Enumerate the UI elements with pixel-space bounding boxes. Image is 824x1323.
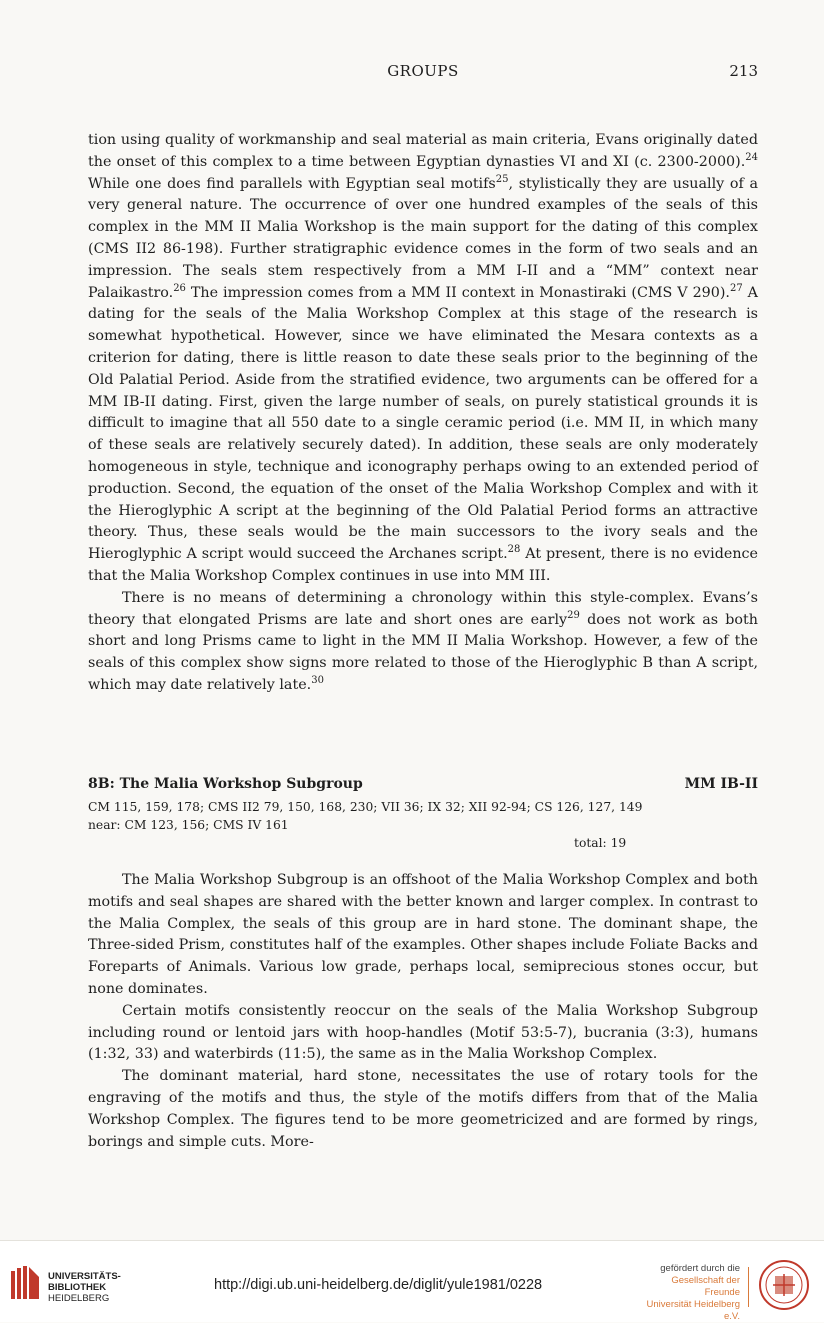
paragraph: There is no means of determining a chronology within this style-complex. Evans’s theory that elongated Prisms are late and short ones are early$^{29}$ does not work as both short and long Prisms came to light in the MM II Malia Workshop. However, a few of the seals of this complex show signs more related to those of the Hieroglyphic B than A script, which may date relatively late.$^{30}$ <box>88 589 758 693</box>
running-head <box>88 62 758 84</box>
library-logo-icon[interactable] <box>10 1265 40 1301</box>
footnote-ref[interactable]: 29 <box>567 609 580 621</box>
total-count: total: 19 <box>574 836 627 850</box>
section-text <box>88 870 758 1153</box>
library-name: UNIVERSITÄTS- BIBLIOTHEK HEIDELBERG <box>48 1271 121 1304</box>
footnote-ref[interactable]: 26 <box>173 282 186 294</box>
permalink[interactable]: http://digi.ub.uni-heidelberg.de/diglit/yule1981/0228 <box>214 1277 543 1293</box>
paragraph: The Malia Workshop Subgroup is an offshoot of the Malia Workshop Complex and both motifs and seal shapes are shared with the better known and larger complex. In contrast to the Malia Complex, the seals of this group are in hard stone. The dominant shape, the Three-sided Prism, constitutes half of the examples. Other shapes include Foliate Backs and Foreparts of Animals. Various low grade, perhaps local, semiprecious stones occur, but none dominates. <box>88 872 758 997</box>
footnote-ref[interactable]: 28 <box>507 544 521 556</box>
divider <box>748 1267 749 1307</box>
reference-list: CM 115, 159, 178; CMS II2 79, 150, 168, 230; VII 36; IX 32; XII 92-94; CS 126, 127, 149 <box>88 800 643 814</box>
sponsor-text: gefördert durch die Gesellschaft der Freunde Universität Heidelberg e.V. <box>646 1263 740 1322</box>
paragraph: tion using quality of workmanship and seal material as main criteria, Evans originally dated the onset of this complex to a time between Egyptian dynasties VI and XI (c. 2300-2000).$^{24}$ While one does find parallels with Egyptian seal motifs$^{25}$, stylistically they are usually of a very general nature. The occurrence of over one hundred examples of the seals of this complex in the MM II Malia Workshop is the main support for the dating of this complex (CMS II2 86-198). Further stratigraphic evidence comes in the form of two seals and an impression. The seals stem respectively from a MM I-II and a “MM” context near Palaikastro.$^{26}$ The impression comes from a MM II context in Monastiraki (CMS V 290).$^{27}$ A dating for the seals of the Malia Workshop Complex at this stage of the research is somewhat hypothetical. However, since we have eliminated the Mesara contexts as a criterion for dating, there is little reason to date these seals prior to the beginning of the Old Palatial Period. Aside from the stratified evidence, two arguments can be offered for a MM IB-II dating. First, given the large number of seals, on purely statistical grounds it is difficult to imagine that all 550 date to a single ceramic period (i.e. MM II, in which many of these seals are relatively securely dated). In addition, these seals are only moderately homogeneous in style, technique and iconography perhaps owing to an extended period of production. Second, the equation of the onset of the Malia Workshop Complex and with it the Hieroglyphic A script at the beginning of the Old Palatial Period forms an attractive theory. Thus, these seals would be the main successors to the ivory seals and the Hieroglyphic A script would succeed the Archanes script.$^{28}$ At present, there is no evidence that the Malia Workshop Complex continues in use into MM III. <box>88 132 758 584</box>
section-title: 8B: The Malia Workshop Subgroup <box>88 776 363 792</box>
section-date: MM IB-II <box>684 776 758 792</box>
footnote-ref[interactable]: 27 <box>729 282 743 294</box>
paragraph: The dominant material, hard stone, necessitates the use of rotary tools for the engraving of the motifs and thus, the style of the motifs differs from that of the Malia Workshop Complex. The figures tend to be more geometricized and are formed by rings, borings and simple cuts. More- <box>88 1068 758 1150</box>
university-seal-icon <box>758 1259 810 1311</box>
running-head-title: GROUPS <box>387 62 459 80</box>
section-header-block <box>88 776 758 852</box>
page-number: 213 <box>729 62 758 80</box>
footnote-ref[interactable]: 25 <box>495 173 509 185</box>
paragraph: Certain motifs consistently reoccur on the seals of the Malia Workshop Subgroup including round or lentoid jars with hoop-handles (Motif 53:5-7), bucrania (3:3), humans (1:32, 33) and waterbirds (11:5), the same as in the Malia Workshop Complex. <box>88 1002 758 1063</box>
main-text <box>88 130 758 697</box>
footnote-ref[interactable]: 24 <box>745 152 758 164</box>
footnote-ref[interactable]: 30 <box>311 675 324 687</box>
near-reference-list: near: CM 123, 156; CMS IV 161 <box>88 818 289 832</box>
viewer-footer <box>0 1240 824 1322</box>
